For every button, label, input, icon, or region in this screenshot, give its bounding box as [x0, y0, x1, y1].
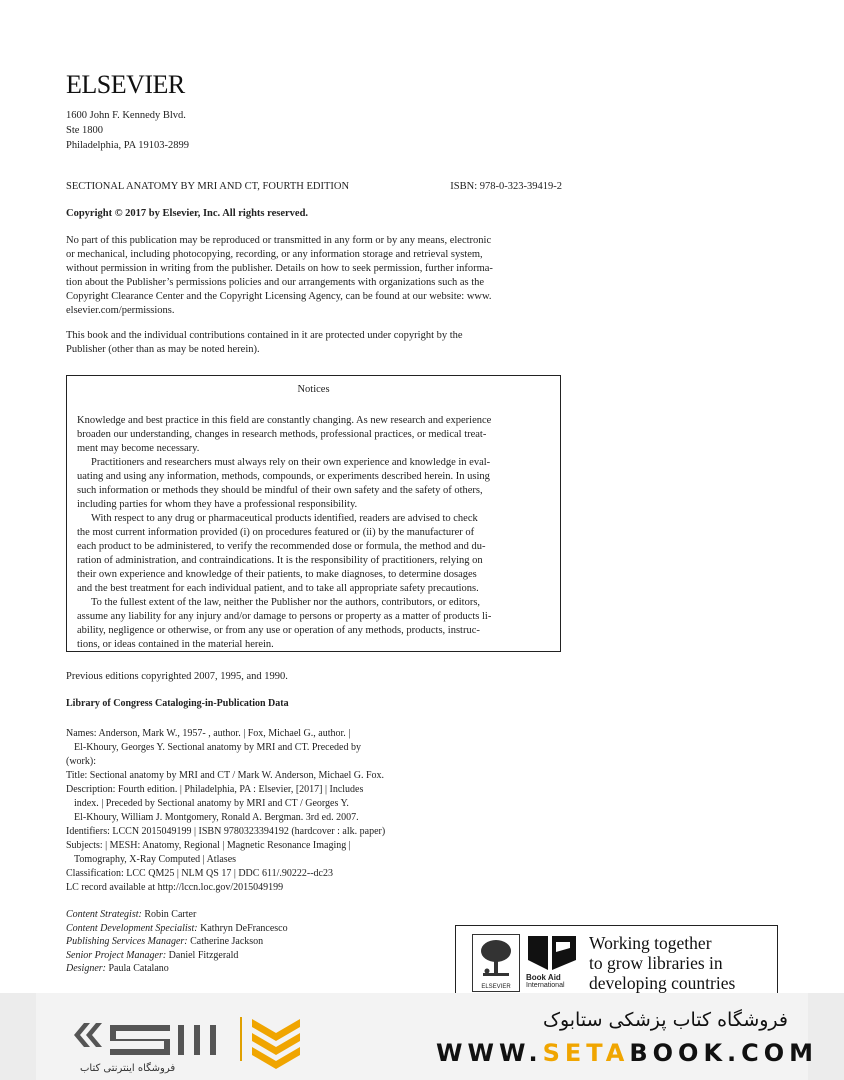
credit-role: Designer: [66, 963, 106, 975]
book-aid-banner [455, 925, 778, 993]
credit-line [66, 962, 288, 976]
credit-name: Catherine Jackson [190, 936, 264, 948]
notice-line: their own experience and knowledge of their patients, to make diagnoses, to determine dosages [77, 569, 477, 580]
notice-line: such information or methods they should be mindful of their own safety and the safety of others, [77, 485, 483, 496]
credit-name: Kathryn DeFrancesco [200, 922, 288, 934]
cip-line: El-Khoury, William J. Montgomery, Ronald A. Bergman. 3rd ed. 2007. [74, 812, 359, 823]
notice-line: broaden our understanding, changes in research methods, professional practices, or medical treat- [77, 429, 487, 440]
notice-line: assume any liability for any injury and/or damage to persons or property as a matter of products li- [77, 611, 492, 622]
address-line: Ste 1800 [66, 125, 104, 136]
url-prefix: WWW. [436, 1039, 543, 1067]
text-line: Copyright Clearance Center and the Copyright Licensing Agency, can be found at our website: www. [66, 291, 492, 302]
credit-name: Paula Catalano [108, 963, 169, 975]
cip-heading: Library of Congress Cataloging-in-Publication Data [66, 698, 289, 709]
slogan-line: Working together [589, 933, 712, 953]
production-credits [66, 908, 288, 976]
cip-line: Subjects: | MESH: Anatomy, Regional | Magnetic Resonance Imaging | [66, 840, 351, 851]
text-line: This book and the individual contributions contained in it are protected under copyright by the [66, 330, 463, 341]
slogan-line: developing countries [589, 973, 736, 993]
text-line: elsevier.com/permissions. [66, 305, 175, 316]
text-line: without permission in writing from the publisher. Details on how to seek permission, further informa- [66, 263, 493, 274]
book-title: SECTIONAL ANATOMY BY MRI AND CT, FOURTH EDITION [66, 181, 350, 192]
cip-line: Names: Anderson, Mark W., 1957- , author. | Fox, Michael G., author. | [66, 728, 351, 739]
cip-line: index. | Preceded by Sectional anatomy by MRI and CT / Georges Y. [74, 798, 349, 809]
url-suffix: BOOK.COM [629, 1039, 819, 1067]
text-line: No part of this publication may be reproduced or transmitted in any form or by any means, electronic [66, 235, 492, 246]
copyright-statement: Copyright © 2017 by Elsevier, Inc. All rights reserved. [66, 208, 309, 219]
cip-line: Classification: LCC QM25 | NLM QS 17 | DDC 611/.90222--dc23 [66, 868, 333, 879]
notice-line: and the best treatment for each individual patient, and to take all appropriate safety precautions. [77, 583, 479, 594]
book-title-line [66, 181, 562, 192]
footer-watermark-band [0, 993, 844, 1080]
book-aid-line: Book Aid [526, 973, 561, 982]
cip-line: (work): [66, 756, 96, 767]
book-aid-line: International [526, 982, 565, 989]
notice-line: tions, or ideas contained in the material herein. [77, 639, 274, 650]
logo-tagline: فروشگاه اینترنتی کتاب [80, 1063, 176, 1074]
notice-line: ability, negligence or otherwise, or from any use or operation of any methods, products, instruc- [77, 625, 480, 636]
cip-line: Title: Sectional anatomy by MRI and CT / Mark W. Anderson, Michael G. Fox. [66, 770, 385, 781]
notice-line: the most current information provided (i) on procedures featured or (ii) by the manufacturer of [77, 527, 475, 538]
credit-name: Robin Carter [144, 909, 197, 920]
credit-line [66, 908, 288, 922]
slogan-line: to grow libraries in [589, 953, 723, 973]
book-aid-label [526, 974, 582, 990]
tree-icon [473, 935, 519, 981]
notice-line: each product to be administered, to verify the recommended dose or formula, the method and du- [77, 541, 486, 552]
address-line: Philadelphia, PA 19103-2899 [66, 140, 189, 151]
credit-name: Daniel Fitzgerald [168, 949, 239, 961]
credit-line [66, 935, 288, 949]
notices-box [66, 375, 561, 652]
notice-line: Knowledge and best practice in this field are constantly changing. As new research and experience [77, 415, 492, 426]
book-aid-slogan [589, 933, 735, 993]
publisher-address [66, 108, 189, 153]
notice-line: ment may become necessary. [77, 443, 200, 454]
text-line: tion about the Publisher’s permissions policies and our arrangements with organizations such as the [66, 277, 485, 288]
cip-data [66, 727, 385, 895]
rights-paragraph [66, 234, 562, 318]
book-aid-logo [526, 934, 582, 992]
notice-line: including parties for whom they have a professional responsibility. [77, 499, 358, 510]
book-isbn: ISBN: 978-0-323-39419-2 [450, 181, 562, 192]
setabook-logo-icon [70, 1005, 310, 1069]
cip-line: LC record available at http://lccn.loc.gov/2015049199 [66, 882, 284, 893]
address-line: 1600 John F. Kennedy Blvd. [66, 110, 186, 121]
notices-body [77, 414, 491, 652]
protection-paragraph [66, 329, 562, 357]
credit-role: Publishing Services Manager: [66, 936, 188, 948]
store-name: فروشگاه کتاب پزشکی ستابوک [542, 1009, 788, 1031]
elsevier-label: ELSEVIER [481, 984, 511, 990]
credit-line [66, 922, 288, 936]
publisher-logo: ELSEVIER [66, 70, 185, 99]
credit-role: Content Strategist: [66, 909, 142, 920]
text-line: or mechanical, including photocopying, recording, or any information storage and retrieval system, [66, 249, 483, 260]
credit-line [66, 949, 288, 963]
notice-line: uating and using any information, methods, compounds, or experiments described herein. In using [77, 471, 490, 482]
cip-line: Identifiers: LCCN 2015049199 | ISBN 9780323394192 (hardcover : alk. paper) [66, 826, 386, 837]
cip-line: Description: Fourth edition. | Philadelphia, PA : Elsevier, [2017] | Includes [66, 784, 364, 795]
previous-editions: Previous editions copyrighted 2007, 1995, and 1990. [66, 671, 288, 682]
credit-role: Content Development Specialist: [66, 922, 198, 934]
notice-line: With respect to any drug or pharmaceutical products identified, readers are advised to check [91, 513, 478, 524]
credit-role: Senior Project Manager: [66, 949, 167, 961]
elsevier-tree-icon [472, 934, 520, 992]
cip-line: El-Khoury, Georges Y. Sectional anatomy by MRI and CT. Preceded by [74, 742, 361, 753]
notice-line: ration of administration, and contraindications. It is the responsibility of practitioners, relying on [77, 555, 483, 566]
notice-line: To the fullest extent of the law, neither the Publisher nor the authors, contributors, or editors, [91, 597, 481, 608]
store-url[interactable] [436, 1039, 818, 1067]
notice-line: Practitioners and researchers must always rely on their own experience and knowledge in eval- [91, 457, 491, 468]
cip-line: Tomography, X-Ray Computed | Atlases [74, 854, 237, 865]
notices-title: Notices [297, 384, 330, 395]
text-line: Publisher (other than as may be noted herein). [66, 344, 260, 355]
book-aid-icon [526, 934, 578, 972]
url-accent: SETA [542, 1039, 630, 1067]
